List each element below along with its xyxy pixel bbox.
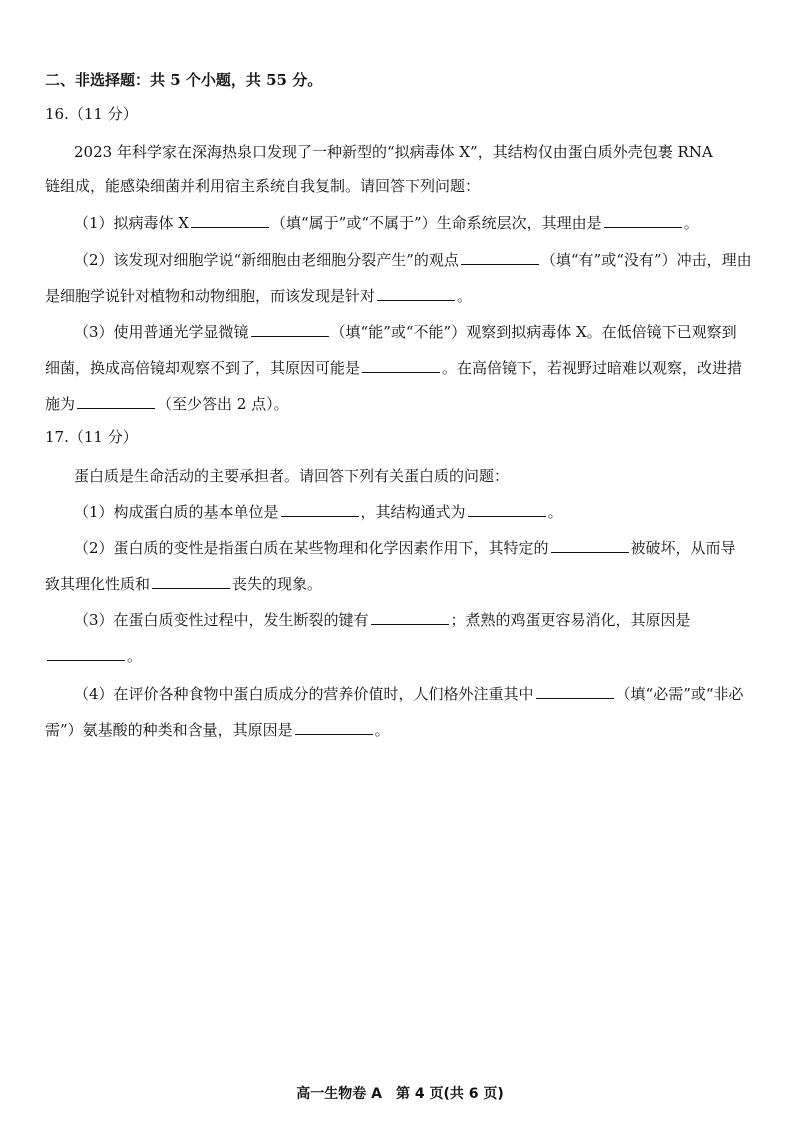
q16-intro-line2: 链组成，能感染细菌并利用宿主系统自我复制。请回答下列问题： — [45, 177, 481, 195]
answer-blank[interactable] — [152, 574, 230, 589]
answer-blank[interactable] — [251, 322, 329, 337]
q17-part2-line1: （2）蛋白质的变性是指蛋白质在某些物理和化学因素作用下，其特定的 被破坏，从而导 — [74, 539, 736, 557]
answer-blank[interactable] — [191, 213, 269, 228]
q16-part2-line1: （2）该发现对细胞学说“新细胞由老细胞分裂产生”的观点 （填“有”或“没有”）冲击，理由 — [74, 251, 752, 269]
q17-part4-line1: （4）在评价各种食物中蛋白质成分的营养价值时，人们格外注重其中 （填“必需”或“非必 — [74, 685, 744, 703]
q17-part3-line1: （3）在蛋白质变性过程中，发生断裂的键有 ；煮熟的鸡蛋更容易消化，其原因是 — [74, 611, 691, 629]
answer-blank[interactable] — [536, 684, 614, 699]
answer-blank[interactable] — [281, 502, 359, 517]
q16-part1: （1）拟病毒体 X （填“属于”或“不属于”）生命系统层次，其理由是 。 — [74, 214, 699, 232]
answer-blank[interactable] — [371, 610, 449, 625]
q16-intro-line1: 2023 年科学家在深海热泉口发现了一种新型的“拟病毒体 X”，其结构仅由蛋白质外壳包裹 RNA — [74, 143, 713, 161]
answer-blank[interactable] — [362, 358, 440, 373]
answer-blank[interactable] — [77, 394, 155, 409]
answer-blank[interactable] — [295, 720, 373, 735]
q17-part2-line2: 致其理化性质和 丧失的现象。 — [45, 575, 323, 593]
q16-part3-line2: 细菌，换成高倍镜却观察不到了，其原因可能是 。在高倍镜下，若视野过暗难以观察，改进措 — [45, 359, 743, 377]
q17-number: 17.（11 分） — [45, 428, 138, 446]
q16-part3-line3: 施为 （至少答出 2 点）。 — [45, 395, 289, 413]
answer-blank[interactable] — [47, 646, 125, 661]
q16-part2-line2: 是细胞学说针对植物和动物细胞，而该发现是针对 。 — [45, 287, 473, 305]
answer-blank[interactable] — [377, 286, 455, 301]
q16-part3-line1: （3）使用普通光学显微镜 （填“能”或“不能”）观察到拟病毒体 X。在低倍镜下已观察到 — [74, 323, 737, 341]
answer-blank[interactable] — [551, 538, 629, 553]
q17-part3-line2: 。 — [0, 646, 800, 666]
answer-blank[interactable] — [604, 213, 682, 228]
q16-number: 16.（11 分） — [45, 105, 138, 123]
answer-blank[interactable] — [468, 502, 546, 517]
q17-part1: （1）构成蛋白质的基本单位是 ，其结构通式为 。 — [74, 503, 563, 521]
page-footer: 高一生物卷 A 第 4 页(共 6 页) — [296, 1086, 504, 1102]
q17-part4-line2: 需”）氨基酸的种类和含量，其原因是 。 — [45, 721, 390, 739]
q17-intro: 蛋白质是生命活动的主要承担者。请回答下列有关蛋白质的问题： — [74, 467, 510, 485]
answer-blank[interactable] — [461, 250, 539, 265]
section-header: 二、非选择题：共 5 个小题，共 55 分。 — [45, 71, 323, 89]
